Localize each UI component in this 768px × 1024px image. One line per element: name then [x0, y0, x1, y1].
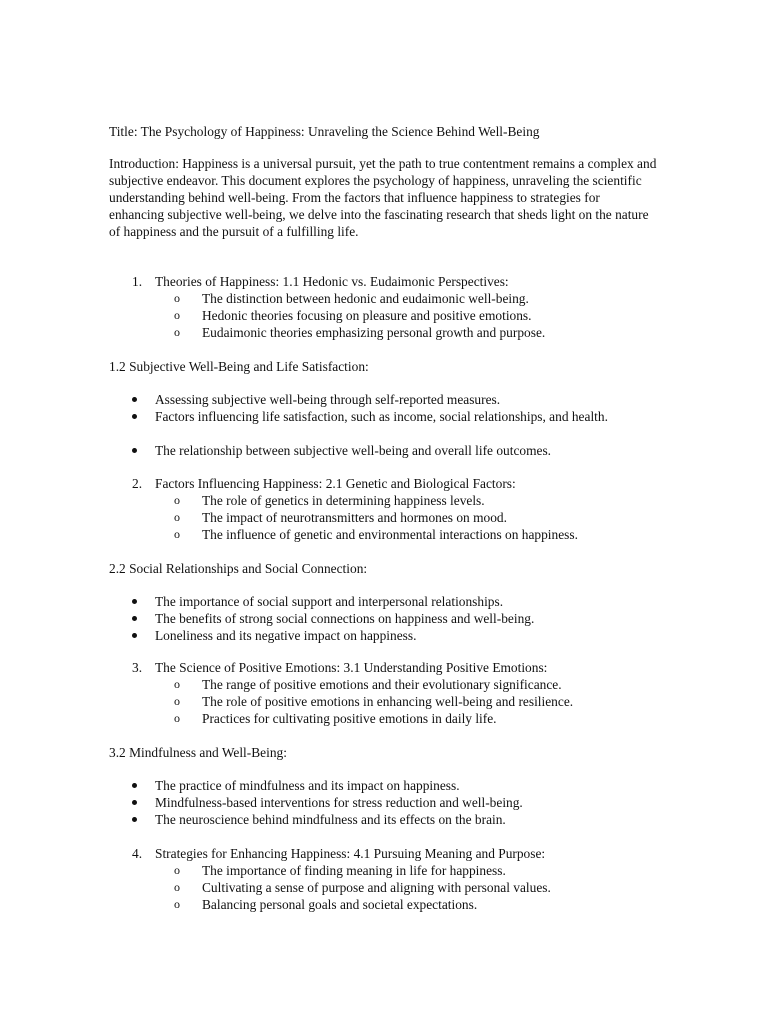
subsection-heading: 3.2 Mindfulness and Well-Being: — [109, 745, 287, 760]
sub-bullet-marker: o — [174, 308, 180, 322]
sub-item-text: The importance of finding meaning in life for happiness. — [202, 863, 506, 878]
sub-item-text: Cultivating a sense of purpose and aligning with personal values. — [202, 880, 551, 895]
sub-item-text: Eudaimonic theories emphasizing personal growth and purpose. — [202, 325, 546, 340]
section-3-text: The Science of Positive Emotions: 3.1 Understanding Positive Emotions: — [155, 660, 548, 675]
sub-item-text: The role of genetics in determining happiness levels. — [202, 493, 485, 508]
sub-item — [109, 676, 658, 693]
section-1-item — [109, 273, 658, 290]
section-3-item — [109, 659, 658, 676]
sub-item — [109, 896, 658, 913]
bullet-dot — [132, 599, 137, 604]
sub-item-text: The role of positive emotions in enhancing well-being and resilience. — [202, 694, 574, 709]
bullet-item — [109, 777, 658, 794]
sub-item-text: Practices for cultivating positive emotions in daily life. — [202, 711, 497, 726]
sub-bullet-marker: o — [174, 291, 180, 305]
sub-item — [109, 509, 658, 526]
sub-bullet-marker: o — [174, 510, 180, 524]
bullet-dot — [132, 616, 137, 621]
sub-bullet-marker: o — [174, 527, 180, 541]
bullet-item — [109, 610, 658, 627]
sub-bullet-marker: o — [174, 677, 180, 691]
bullet-dot — [132, 448, 137, 453]
sub-item — [109, 693, 658, 710]
section-4-text: Strategies for Enhancing Happiness: 4.1 Pursuing Meaning and Purpose: — [155, 846, 546, 861]
sub-bullet-marker: o — [174, 493, 180, 507]
sub-item — [109, 879, 658, 896]
sub-item — [109, 290, 658, 307]
bullet-item — [109, 627, 658, 644]
bullet-text: Assessing subjective well-being through self-reported measures. — [155, 392, 501, 407]
section-2-number: 2. — [132, 476, 143, 491]
sub-item — [109, 862, 658, 879]
introduction-paragraph: Introduction: Happiness is a universal pursuit, yet the path to true contentment remains a complex and subjective endeavor. This document explores the psychology of happiness, unraveling the scientific understanding behind well-being. From the factors that influence happiness to strategies for enhancing subjective well-being, we delve into the fascinating research that sheds light on the nature of happiness and the pursuit of a fulfilling life. — [109, 156, 657, 239]
subsection-heading: 1.2 Subjective Well-Being and Life Satisfaction: — [109, 359, 369, 374]
bullet-dot — [132, 800, 137, 805]
bullet-text: The relationship between subjective well-being and overall life outcomes. — [155, 443, 552, 458]
sub-item — [109, 307, 658, 324]
bullet-text: The practice of mindfulness and its impact on happiness. — [155, 778, 460, 793]
bullet-text: Mindfulness-based interventions for stress reduction and well-being. — [155, 795, 523, 810]
section-4-number: 4. — [132, 846, 143, 861]
section-2-text: Factors Influencing Happiness: 2.1 Genetic and Biological Factors: — [155, 476, 516, 491]
sub-bullet-marker: o — [174, 694, 180, 708]
bullet-dot — [132, 397, 137, 402]
sub-bullet-marker: o — [174, 325, 180, 339]
section-4-item — [109, 845, 658, 862]
sub-item-text: Balancing personal goals and societal expectations. — [202, 897, 478, 912]
sub-item-text: Hedonic theories focusing on pleasure and positive emotions. — [202, 308, 532, 323]
section-2 — [109, 475, 658, 645]
document-title: Title: The Psychology of Happiness: Unraveling the Science Behind Well-Being — [109, 124, 540, 139]
bullet-dot — [132, 633, 137, 638]
bullet-item — [109, 811, 658, 828]
section-1-text: Theories of Happiness: 1.1 Hedonic vs. Eudaimonic Perspectives: — [155, 274, 509, 289]
sub-bullet-marker: o — [174, 897, 180, 911]
bullet-item — [109, 442, 658, 459]
bullet-text: Factors influencing life satisfaction, such as income, social relationships, and health. — [155, 409, 608, 424]
sub-item — [109, 710, 658, 727]
sub-bullet-marker: o — [174, 863, 180, 877]
sub-item — [109, 324, 658, 341]
bullet-item — [109, 794, 658, 811]
sub-bullet-marker: o — [174, 880, 180, 894]
bullet-text: The benefits of strong social connections on happiness and well-being. — [155, 611, 535, 626]
bullet-dot — [132, 414, 137, 419]
subsection-heading: 2.2 Social Relationships and Social Connection: — [109, 561, 368, 576]
sub-bullet-marker: o — [174, 711, 180, 725]
bullet-text: The importance of social support and interpersonal relationships. — [155, 594, 504, 609]
sub-item — [109, 526, 658, 543]
section-1 — [109, 273, 658, 458]
section-3 — [109, 659, 658, 829]
sub-item-text: The influence of genetic and environmental interactions on happiness. — [202, 527, 578, 542]
sub-item-text: The distinction between hedonic and eudaimonic well-being. — [202, 291, 529, 306]
section-3-number: 3. — [132, 660, 143, 675]
sub-item-text: The impact of neurotransmitters and hormones on mood. — [202, 510, 507, 525]
section-4 — [109, 845, 658, 915]
section-1-number: 1. — [132, 274, 143, 289]
bullet-item — [109, 408, 658, 442]
bullet-dot — [132, 783, 137, 788]
bullet-text: The neuroscience behind mindfulness and its effects on the brain. — [155, 812, 506, 827]
bullet-text: Loneliness and its negative impact on happiness. — [155, 628, 417, 643]
bullet-item — [109, 391, 658, 408]
bullet-item — [109, 593, 658, 610]
sub-item — [109, 492, 658, 509]
section-2-item — [109, 475, 658, 492]
sub-item-text: The range of positive emotions and their evolutionary significance. — [202, 677, 562, 692]
bullet-dot — [132, 817, 137, 822]
